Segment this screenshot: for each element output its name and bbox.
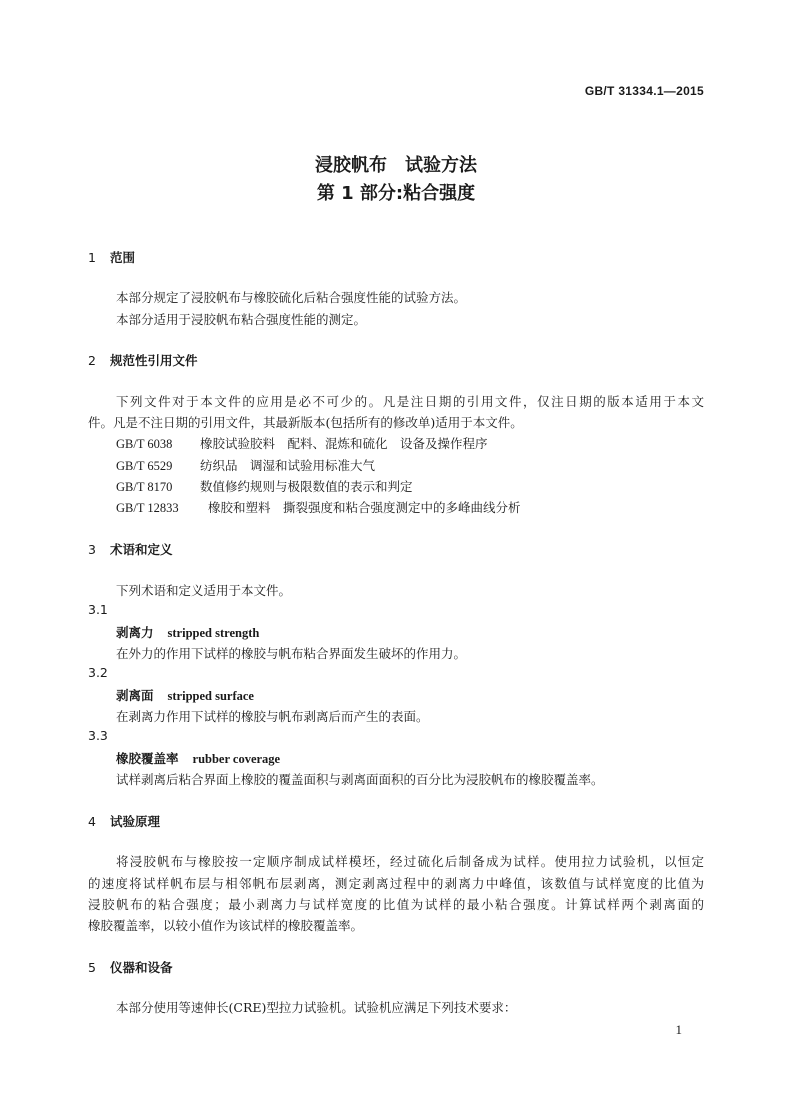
section-number: 4 bbox=[88, 814, 96, 829]
term-entry bbox=[116, 686, 254, 704]
paragraph-line: 件。凡是不注日期的引用文件，其最新版本(包括所有的修改单)适用于本文件。 bbox=[88, 415, 523, 430]
reference-code: GB/T 12833 bbox=[116, 501, 179, 515]
reference-item bbox=[116, 477, 413, 495]
section-title: 范围 bbox=[110, 250, 136, 265]
subclause-number: 3.2 bbox=[88, 665, 108, 680]
term-definition: 在剥离力作用下试样的橡胶与帆布剥离后而产生的表面。 bbox=[116, 709, 429, 724]
subclause-number: 3.3 bbox=[88, 728, 108, 743]
section-number: 3 bbox=[88, 542, 96, 557]
term-zh: 剥离面 bbox=[116, 688, 154, 703]
paragraph-line: 橡胶覆盖率，以较小值作为该试样的橡胶覆盖率。 bbox=[88, 918, 364, 933]
paragraph-line: 将浸胶帆布与橡胶按一定顺序制成试样模坯，经过硫化后制备成为试样。使用拉力试验机，以恒定 bbox=[116, 854, 704, 869]
section-3-heading bbox=[88, 540, 173, 558]
paragraph-line: 浸胶帆布的粘合强度；最小剥离力与试样宽度的比值为试样的最小粘合强度。计算试样两个剥离面的 bbox=[88, 897, 704, 912]
document-subtitle: 第 1 部分:粘合强度 bbox=[316, 183, 476, 204]
section-1-heading bbox=[88, 248, 135, 266]
section-number: 2 bbox=[88, 353, 96, 368]
term-en: stripped surface bbox=[167, 689, 254, 703]
term-entry bbox=[116, 749, 280, 767]
subclause-number: 3.1 bbox=[88, 602, 108, 617]
term-zh: 橡胶覆盖率 bbox=[116, 751, 179, 766]
section-title: 试验原理 bbox=[110, 814, 161, 829]
paragraph: 本部分适用于浸胶帆布粘合强度性能的测定。 bbox=[116, 312, 367, 327]
term-definition: 试样剥离后粘合界面上橡胶的覆盖面积与剥离面面积的百分比为浸胶帆布的橡胶覆盖率。 bbox=[116, 772, 604, 787]
term-definition: 在外力的作用下试样的橡胶与帆布粘合界面发生破坏的作用力。 bbox=[116, 646, 467, 661]
section-number: 5 bbox=[88, 960, 96, 975]
reference-title: 数值修约规则与极限数值的表示和判定 bbox=[200, 479, 413, 494]
term-en: rubber coverage bbox=[192, 752, 281, 766]
page-number: 1 bbox=[675, 1022, 682, 1037]
paragraph-line: 的速度将试样帆布层与相邻帆布层剥离，测定剥离过程中的剥离力中峰值，该数值与试样宽度的比值为 bbox=[88, 876, 704, 891]
reference-item bbox=[116, 456, 375, 474]
standard-number: GB/T 31334.1—2015 bbox=[584, 84, 704, 98]
reference-title: 橡胶和塑料 撕裂强度和粘合强度测定中的多峰曲线分析 bbox=[208, 500, 521, 515]
term-en: stripped strength bbox=[167, 626, 260, 640]
section-5-heading bbox=[88, 958, 173, 976]
section-2-heading bbox=[88, 351, 198, 369]
section-4-heading bbox=[88, 812, 160, 830]
paragraph: 本部分规定了浸胶帆布与橡胶硫化后粘合强度性能的试验方法。 bbox=[116, 290, 467, 305]
paragraph: 本部分使用等速伸长(CRE)型拉力试验机。试验机应满足下列技术要求： bbox=[116, 1000, 517, 1015]
section-number: 1 bbox=[88, 250, 96, 265]
paragraph-line: 下列文件对于本文件的应用是必不可少的。凡是注日期的引用文件，仅注日期的版本适用于本文 bbox=[116, 394, 704, 409]
term-zh: 剥离力 bbox=[116, 625, 154, 640]
term-entry bbox=[116, 623, 259, 641]
reference-code: GB/T 6038 bbox=[116, 437, 173, 451]
paragraph: 下列术语和定义适用于本文件。 bbox=[116, 583, 292, 598]
reference-item bbox=[116, 434, 488, 452]
section-title: 术语和定义 bbox=[110, 542, 173, 557]
reference-code: GB/T 8170 bbox=[116, 480, 173, 494]
reference-title: 橡胶试验胶料 配料、混炼和硫化 设备及操作程序 bbox=[200, 436, 488, 451]
section-title: 规范性引用文件 bbox=[110, 353, 198, 368]
reference-title: 纺织品 调湿和试验用标准大气 bbox=[200, 458, 376, 473]
document-title: 浸胶帆布 试验方法 bbox=[315, 155, 477, 176]
reference-code: GB/T 6529 bbox=[116, 459, 173, 473]
reference-item bbox=[116, 498, 521, 516]
section-title: 仪器和设备 bbox=[110, 960, 173, 975]
